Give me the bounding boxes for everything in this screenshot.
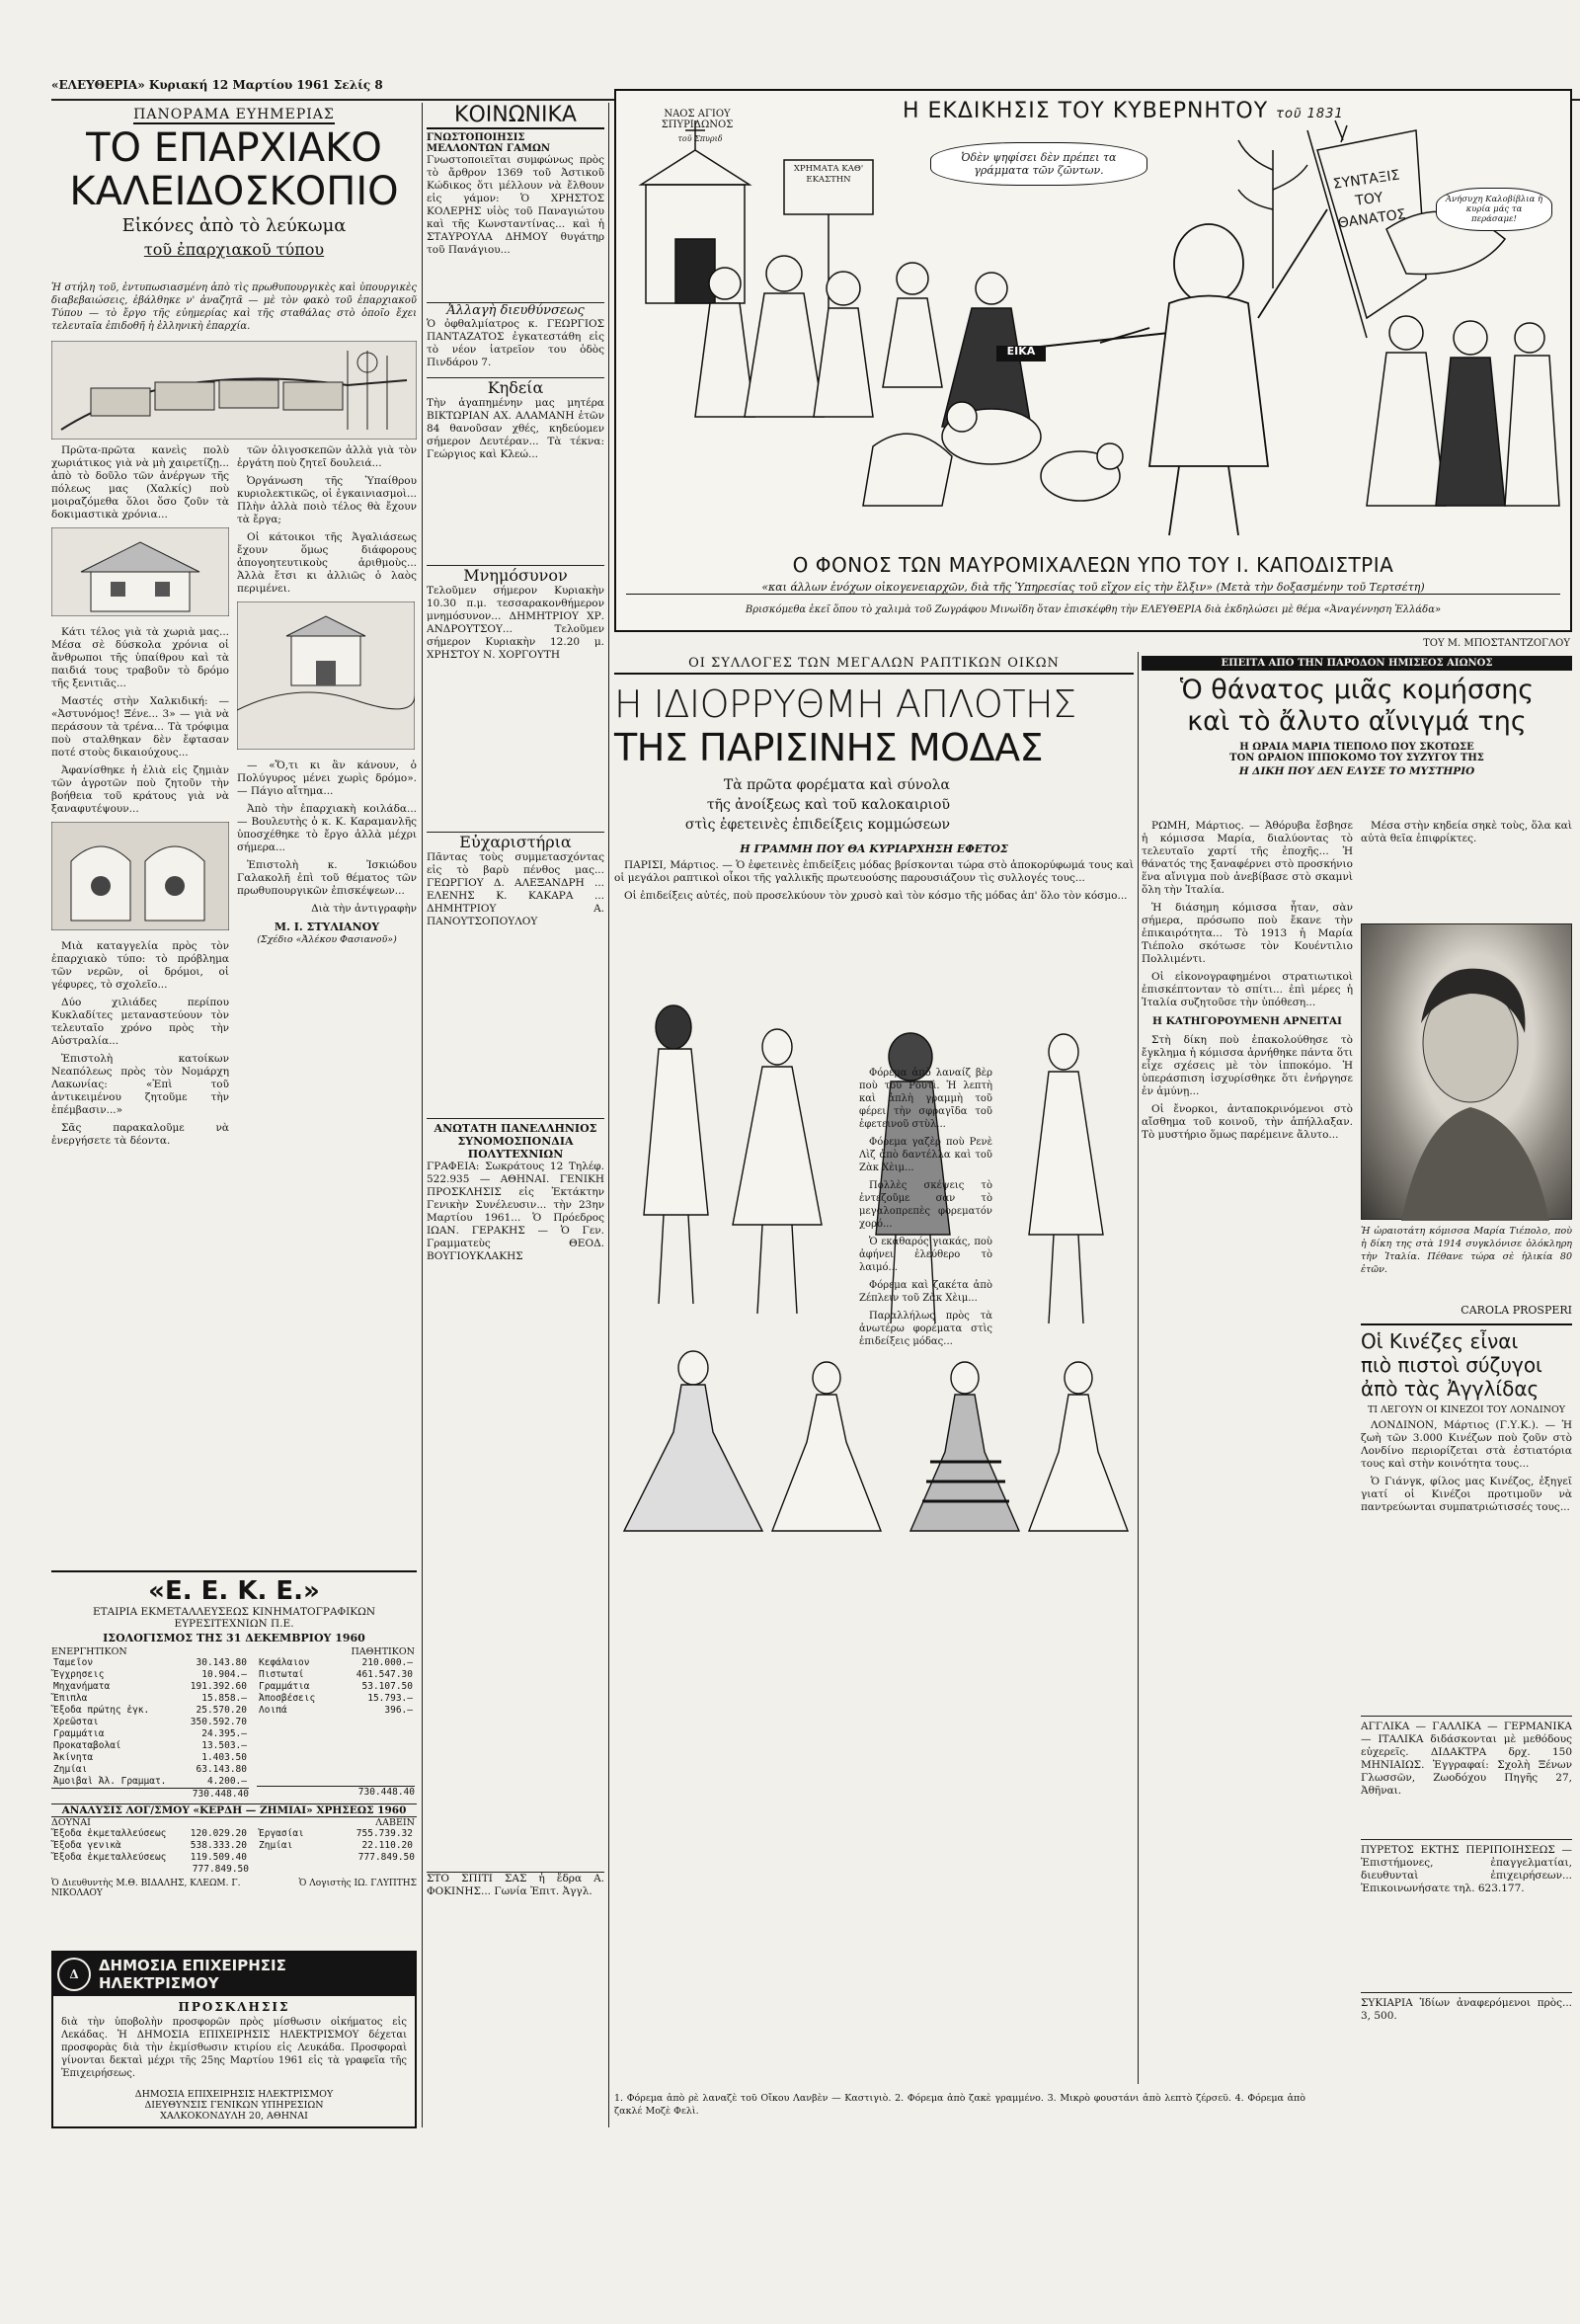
fashion-para-2: Οἱ ἐπιδείξεις αὐτές, ποὺ προσελκύουν τὸν χρυσὸ καὶ τὸν κόσμο τῆς μόδας ἀπ' ὅλο τὸν κόσμο... xyxy=(624,890,1128,902)
countess-kicker: ΕΠΕΙΤΑ ΑΠΟ ΤΗΝ ΠΑΡΟΔΟΝ ΗΜΙΣΕΟΣ ΑΙΩΝΟΣ xyxy=(1142,656,1572,671)
eeke-asset-value: 15.858.— xyxy=(201,1693,247,1704)
eeke-liability-row xyxy=(257,1669,415,1681)
countess-sub-2: ΤΟΝ ΩΡΑΙΟΝ ΙΠΠΟΚΟΜΟ ΤΟΥ ΣΥΖΥΓΟΥ ΤΗΣ xyxy=(1229,753,1484,763)
language-ad: ΑΓΓΛΙΚΑ — ΓΑΛΛΙΚΑ — ΓΕΡΜΑΝΙΚΑ — ΙΤΑΛΙΚΑ διδάσκονται μὲ μεθόδους εὐχερεῖς. ΔΙΔΑΚΤΡΑ δρχ. 150 ΜΗΝΙΑΙΩΣ. Ἐγγραφαί: Σχολὴ Ξένων Γλωσσῶν, Ζωοδόχου Πηγῆς 27, Ἀθῆναι. xyxy=(1361,1716,1572,1839)
landscape-illustration xyxy=(237,601,417,754)
eeke-assets-head: ΕΝΕΡΓΗΤΙΚΟΝ xyxy=(51,1646,127,1657)
kaleidoscope-para-15: Διὰ τὴν ἀντιγραφὴν xyxy=(311,903,417,915)
social-address-title: Ἀλλαγὴ διευθύνσεως xyxy=(427,302,604,318)
eeke-liabilities-head: ΠΑΘΗΤΙΚΟΝ xyxy=(351,1646,415,1657)
kaleidoscope-para-2: Κάτι τέλος γιὰ τὰ χωριὰ μας... Μέσα σὲ δύσκολα χρόνια οἱ ἄνθρωποι τῆς ὑπαίθρου καὶ τὰ παιδιά τους τραβοῦν τὸ δρόμο τῆς ξενιτιᾶς... xyxy=(51,626,229,689)
kaleidoscope-body-col2 xyxy=(237,444,417,1570)
eeke-liability-value: 461.547.30 xyxy=(356,1669,413,1680)
eeke-pl-credit-value: 22.110.20 xyxy=(361,1840,413,1851)
fashion-caption-1: Φόρεμα ἀπὸ λαναίζ βὲρ ποὺ τοῦ Ρουτὶ. Ἡ λεπτὴ καὶ ἀπλὴ γραμμὴ τοῦ φέρει τὴν σφραγῖδα τοῦ ἐφετεινοῦ στὺλ... xyxy=(859,1068,992,1130)
cartoon-banner-text: ΣΥΝΤΑΞΙΣ ΤΟΥ ΘΑΝΑΤΟΣ xyxy=(1332,167,1407,232)
eeke-pl-debit-label: Ἔξοδα ἐκμεταλλεύσεως xyxy=(53,1828,167,1839)
fashion-legend: 1. Φόρεμα ἀπὸ ρὲ λαναζὲ τοῦ Οἴκου Λανβὲν — Καστιγιὸ. 2. Φόρεμα ἀπὸ ζακὲ γραμμένο. 3. Μικρὸ φουστάνι ἀπὸ λεπτὸ ζέρσεϋ. 4. Φόρεμα ἀπὸ ζακλέ Μοζὲ Φελὶ. xyxy=(614,2093,1305,2117)
kaleidoscope-para-12: — «Ὅ,τι κι ἂν κάνουν, ὁ Πολύγυρος μένει χωρὶς δρόμο». — Πάγιο αἴτημα... xyxy=(237,760,417,797)
eeke-assets-total: 730.448.40 xyxy=(51,1788,249,1800)
countess-body-right xyxy=(1361,820,1572,919)
eeke-ad xyxy=(51,1570,417,1946)
countess-section-2: Η ΚΑΤΗΓΟΡΟΥΜΕΝΗ ΑΡΝΕΙΤΑΙ xyxy=(1152,1015,1342,1027)
eeke-pl-debit-table xyxy=(51,1828,249,1864)
countess-title-2: καὶ τὸ ἄλυτο αἴνιγμά της xyxy=(1187,706,1527,737)
eeke-pl-debit-value: 538.333.20 xyxy=(190,1840,247,1851)
chinese-article xyxy=(1361,1323,1572,2114)
cartoon-church-label-2: τοῦ Σπυριδ xyxy=(677,134,723,143)
dei-footer-2: ΔΙΕΥΘΥΝΣΙΣ ΓΕΝΙΚΩΝ ΥΠΗΡΕΣΙΩΝ xyxy=(144,2100,324,2111)
social-union-title: ΑΝΩΤΑΤΗ ΠΑΝΕΛΛΗΝΙΟΣ ΣΥΝΟΜΟΣΠΟΝΔΙΑ ΠΟΛΥΤΕΧΝΙΩΝ xyxy=(427,1118,604,1161)
social-weddings-title: ΓΝΩΣΤΟΠΟΙΗΣΙΣ ΜΕΛΛΟΝΤΩΝ ΓΑΜΩΝ xyxy=(427,132,550,154)
eeke-pl-credit-row xyxy=(257,1840,415,1852)
eeke-pl-credit-table xyxy=(257,1828,415,1852)
eeke-signature-left: Ὁ Διευθυντὴς Μ.Θ. ΒΙΔΑΛΗΣ, ΚΛΕΩΜ. Γ. ΝΙΚΟΛΑΟΥ xyxy=(51,1879,241,1898)
eeke-asset-label: Ταμεῖον xyxy=(53,1657,94,1668)
cartoon-box xyxy=(614,89,1572,632)
kaleidoscope-subtitle: Εἰκόνες ἀπὸ τὸ λεύκωμα xyxy=(121,215,347,236)
eeke-liability-label: Λοιπά xyxy=(259,1705,287,1716)
eeke-asset-value: 24.395.— xyxy=(201,1728,247,1739)
cartoon-title-suffix: τοῦ 1831 xyxy=(1276,107,1344,121)
eeke-asset-value: 4.200.— xyxy=(206,1776,247,1787)
fashion-caption-4: Ὁ εκαθαρός γιακάς, ποὺ ἀφήνει ἐλεύθερο τὸ λαιμό... xyxy=(859,1237,992,1273)
fashion-caption-2: Φόρεμα γαζὲρ ποὺ Ρενὲ Λὶζ ἀπὸ δαντέλλα καὶ τοῦ Ζὰκ Χὲιμ... xyxy=(859,1137,992,1173)
house-illustration xyxy=(51,527,229,620)
eeke-pl-debit-label: Ἔξοδα γενικὰ xyxy=(53,1840,121,1851)
cartoon-church-label: ΝΑΟΣ ΑΓΙΟΥ ΣΠΥΡΙΔΩΝΟΣ xyxy=(661,109,734,130)
cartoon-title-main: Η ΕΚΔΙΚΗΣΙΣ ΤΟΥ ΚΥΒΕΡΝΗΤΟΥ xyxy=(903,99,1269,123)
eeke-liability-label: Κεφάλαιον xyxy=(259,1657,310,1668)
fashion-intro xyxy=(614,859,1134,942)
cartoon-caption-sub: «και άλλων ἐνόχων οἰκογενειαρχῶν, διὰ τῆς Ὑπηρεσίας τοῦ εἴχον εἰς τὴν ἔλξιν» (Μετὰ τὴν δοξασμένην τοῦ Τερτσέτη) xyxy=(626,581,1560,595)
eeke-pl-credit-total: 777.849.50 xyxy=(357,1852,415,1863)
social-column xyxy=(427,103,604,2127)
eeke-asset-row xyxy=(51,1728,249,1740)
countess-byline: CAROLA PROSPERI xyxy=(1461,1304,1572,1317)
countess-photo xyxy=(1361,923,1572,1220)
column-rule-1 xyxy=(422,103,423,2127)
kaleidoscope-para-1: Πρῶτα-πρῶτα κανεὶς πολὺ χωριάτικος γιὰ νὰ μὴ χαιρετίζῃ... ἀπὸ τὸ δοῦλο τῶν ἀνέργων τῆς πόλεως μας (Χαλκίς) ποὺ μοιραζόμεθα ὅλοι ὅσο ζοῦν τὰ δοκιμαστικὰ χρόνια... xyxy=(51,444,229,521)
countess-body-left xyxy=(1142,820,1353,1857)
dei-footer-1: ΔΗΜΟΣΙΑ ΕΠΙΧΕΙΡΗΣΙΣ ΗΛΕΚΤΡΙΣΜΟΥ xyxy=(134,2089,334,2100)
countess-para-5: Οἱ ἔνορκοι, ἀνταποκρινόμενοι στὸ αἴσθημα τοῦ κοινοῦ, τὴν ἀπήλλαξαν. Τὸ μυστήριο ὅμως παρέμεινε ἄλυτο... xyxy=(1142,1103,1353,1141)
dei-ad xyxy=(51,1951,417,2128)
eeke-pl-credit-row xyxy=(257,1828,415,1840)
eeke-asset-label: Ἀκίνητα xyxy=(53,1752,94,1763)
social-union-body: ΓΡΑΦΕΙΑ: Σωκράτους 12 Τηλέφ. 522.935 — ΑΘΗΝΑΙ. ΓΕΝΙΚΗ ΠΡΟΣΚΛΗΣΙΣ εἰς Ἐκτάκτην Γενικὴν Συνέλευσιν... τὴν 23ην Μαρτίου 1961... Ὁ Πρόεδρος ΙΩΑΝ. ΓΕΡΑΚΗΣ — Ὁ Γεν. Γραμματεὺς ΘΕΟΔ. ΒΟΥΓΙΟΥΚΛΑΚΗΣ xyxy=(427,1161,604,1262)
kaleidoscope-para-8: Σᾶς παρακαλοῦμε νὰ ἐνεργήσετε τὰ δέοντα. xyxy=(51,1122,229,1147)
eeke-pl-debit-row xyxy=(51,1840,249,1852)
cartoon-title xyxy=(903,99,1396,123)
eeke-pl-debit-value: 119.509.40 xyxy=(190,1852,247,1863)
eeke-title: «Ε. Ε. Κ. Ε.» xyxy=(148,1576,320,1606)
eeke-asset-row xyxy=(51,1705,249,1717)
fashion-caption-5: Φόρεμα καὶ ζακέτα ἀπὸ Ζέπλειν τοῦ Ζὰκ Χὲιμ... xyxy=(859,1280,992,1304)
eeke-liabilities-total: 730.448.40 xyxy=(257,1786,415,1798)
eeke-liability-value: 210.000.— xyxy=(361,1657,413,1668)
fashion-section-title: Η ΓΡΑΜΜΗ ΠΟΥ ΘΑ ΚΥΡΙΑΡΧΗΣΗ ΕΦΕΤΟΣ xyxy=(740,842,1008,855)
eeke-asset-label: Προκαταβολαί xyxy=(53,1740,121,1751)
eeke-asset-row xyxy=(51,1764,249,1776)
classified-ad: ΣΥΚΙΑΡΙΑ Ἰδίων ἀναφερόμενοι πρὸς... 3, 500. xyxy=(1361,1992,1572,2056)
dei-subtitle: ΠΡΟΣΚΛΗΣΙΣ xyxy=(178,2000,290,2014)
kaleidoscope-para-10: Ὀργάνωση τῆς Ὑπαίθρου κυριολεκτικῶς, οἱ ἐγκαινιασμοὶ... Πλὴν ἀλλὰ ποιὸ τέλος θὰ ἔχουν τὰ ἔργα; xyxy=(237,475,417,525)
eeke-pl-credit-label: Ἐργασίαι xyxy=(259,1828,304,1839)
cartoon-speech-1: Ὀδὲν ψηφίσει δὲν πρέπει τα γράμματα τῶν ζῶντων. xyxy=(930,142,1147,186)
column-rule-3 xyxy=(1138,652,1139,2084)
fashion-caption-6: Παραλλήλως πρὸς τὰ ἀνωτέρω φορέματα στὶς ἐπιδείξεις μόδας... xyxy=(859,1311,992,1347)
eeke-liability-row xyxy=(257,1657,415,1669)
eeke-liability-row xyxy=(257,1693,415,1705)
countess-para-3: Οἱ εἰκονογραφημένοι στρατιωτικοὶ ἐπισκέπτονταν τὸ σπίτι... ἐπὶ μέρες ἡ Ἰταλία συζητοῦσε τὴν ὑπόθεση... xyxy=(1142,971,1353,1008)
dei-footer-3: ΧΑΛΚΟΚΟΝΔΥΛΗ 20, ΑΘΗΝΑΙ xyxy=(160,2111,308,2122)
chinese-title-2: πιὸ πιστοὶ σύζυγοι xyxy=(1361,1353,1542,1377)
eeke-pl-debit-total: 777.849.50 xyxy=(192,1864,249,1875)
fashion-deck-2: τῆς ἀνοίξεως καὶ τοῦ καλοκαιριοῦ xyxy=(706,797,950,813)
kaleidoscope-para-11: Οἱ κάτοικοι τῆς Ἀγαλιάσεως ἔχουν ὅμως διάφορους ἀπογοητευτικοὺς ἀριθμοὺς... Ἀλλὰ ἔτσι κι ἀλλιῶς ὁ λαὸς περιμένει. xyxy=(237,531,417,595)
eeke-asset-label: Ἔξοδα πρώτης ἐγκ. xyxy=(53,1705,150,1716)
kaleidoscope-title-2: ΚΑΛΕΙΔΟΣΚΟΠΙΟ xyxy=(69,169,399,214)
eeke-company: ΕΤΑΙΡΙΑ ΕΚΜΕΤΑΛΛΕΥΣΕΩΣ ΚΙΝΗΜΑΤΟΓΡΑΦΙΚΩΝ ΕΥΡΕΣΙΤΕΧΝΙΩΝ Π.Ε. xyxy=(92,1606,376,1630)
services-ad: ΠΥΡΕΤΟΣ ΕΚΤΗΣ ΠΕΡΙΠΟΙΗΣΕΩΣ — Ἐπιστήμονες, ἐπαγγελματίαι, διευθυνταὶ ἐπιχειρήσεων... Ἐπικοινωνήσατε τηλ. 623.177. xyxy=(1361,1839,1572,1992)
column-rule-2 xyxy=(608,103,609,2127)
eeke-asset-row xyxy=(51,1752,249,1764)
masthead xyxy=(51,78,466,98)
social-thanks-body: Πᾶντας τοὺς συμμετασχόντας εἰς τὸ βαρὺ πένθος μας... ΓΕΩΡΓΙΟΥ Δ. ΑΛΕΞΑΝΔΡΗ ... ΕΛΕΝΗΣ Κ. ΚΑΚΑΡΑ ... ΔΗΜΗΤΡΙΟΥ Α. ΠΑΝΟΥΤΣΟΠΟΥΛΟΥ xyxy=(427,851,604,927)
social-thanks-title: Εὐχαριστήρια xyxy=(427,832,604,851)
fashion-kicker: ΟΙ ΣΥΛΛΟΓΕΣ ΤΩΝ ΜΕΓΑΛΩΝ ΡΑΠΤΙΚΩΝ ΟΙΚΩΝ xyxy=(614,656,1134,675)
chinese-sub: ΤΙ ΛΕΓΟΥΝ ΟΙ ΚΙΝΕΖΟΙ ΤΟΥ ΛΟΝΔΙΝΟΥ xyxy=(1367,1404,1566,1415)
kaleidoscope-para-6: Δύο χιλιάδες περίπου Κυκλαδίτες μεταναστεύουν τὸν τελευταῖο χρόνο πρὸς τὴν Αὐστραλία... xyxy=(51,997,229,1047)
eeke-liabilities-table xyxy=(257,1657,415,1717)
eeke-pl-title: ΑΝΑΛΥΣΙΣ ΛΟΓ/ΣΜΟΥ «ΚΕΡΔΗ — ΖΗΜΙΑΙ» ΧΡΗΣΕΩΣ 1960 xyxy=(51,1803,417,1817)
kaleidoscope-para-13: Ἀπὸ τὴν ἐπαρχιακὴ κοιλάδα... — Βουλευτὴς ὁ κ. Κ. Καραμανλῆς ὑποσχέθηκε τὸ ἔργο ἀλλὰ μέχρι σήμερα... xyxy=(237,803,417,853)
cartoon-sign-label: ΧΡΗΜΑΤΑ ΚΑΘ' ΕΚΑΣΤΗΝ xyxy=(793,164,864,185)
eeke-pl-credit-value: 755.739.32 xyxy=(356,1828,413,1839)
eeke-asset-label: Ἀμοιβαὶ Ἀλ. Γραμματ. xyxy=(53,1776,167,1787)
dei-title: ΔΗΜΟΣΙΑ ΕΠΙΧΕΙΡΗΣΙΣ ΗΛΕΚΤΡΙΣΜΟΥ xyxy=(98,1957,286,1992)
countess-para-2: Ἡ διάσημη κόμισσα ἦταν, σὰν σήμερα, πρόσωπο ποὺ ἔκανε τὴν ἐπικαιρότητα... Τὸ 1913 ἡ Μαρία Τιέπολο σκότωσε τὸν Κουέντιλιο Πολλιμέντι. xyxy=(1142,902,1353,965)
eeke-asset-value: 30.143.80 xyxy=(196,1657,247,1668)
cartoon-caption-note: Βρισκόμεθα ἐκεῖ ὅπου τὸ χαλιμὰ τοῦ Ζωγράφου Μινωϊδη ὅταν ἐπισκέφθη τὴν ΕΛΕΥΘΕΡΙΑ διὰ ἐκδηλώσει μὲ θέμα «Ἀναγέννηση Ἑλλάδα» xyxy=(745,604,1442,615)
eeke-asset-value: 1.403.50 xyxy=(201,1752,247,1763)
eeke-asset-row xyxy=(51,1681,249,1693)
kaleidoscope-kicker: ΠΑΝΟΡΑΜΑ ΕΥΗΜΕΡΙΑΣ xyxy=(133,107,335,122)
train-illustration xyxy=(51,341,417,440)
chapel-illustration xyxy=(51,822,229,934)
eeke-liability-value: 53.107.50 xyxy=(361,1681,413,1692)
eeke-asset-label: Ἔγχρησεις xyxy=(53,1669,105,1680)
eeke-asset-row xyxy=(51,1776,249,1788)
eeke-asset-row xyxy=(51,1717,249,1728)
dei-logo-icon: Δ xyxy=(57,1958,91,1991)
kaleidoscope-header xyxy=(51,104,417,277)
fashion-captions xyxy=(859,1067,992,1521)
countess-title-1: Ὁ θάνατος μιᾶς κομήσσης xyxy=(1179,675,1535,705)
eeke-balance-title: ΙΣΟΛΟΓΙΣΜΟΣ ΤΗΣ 31 ΔΕΚΕΜΒΡΙΟΥ 1960 xyxy=(103,1632,365,1644)
social-funeral-title: Κηδεία xyxy=(427,377,604,397)
fashion-deck-3: στὶς ἐφετεινὲς ἐπιδείξεις κομμώσεων xyxy=(684,817,950,833)
eeke-asset-value: 10.904.— xyxy=(201,1669,247,1680)
eeke-pl-debit-head: ΔΟΥΝΑΙ xyxy=(51,1817,91,1828)
eeke-signature-right: Ὁ Λογιστὴς ΙΩ. ΓΛΥΠΤΗΣ xyxy=(298,1879,417,1888)
kaleidoscope-para-5: Μιὰ καταγγελία πρὸς τὸν ἐπαρχιακὸ τύπο: τὸ πρόβλημα τῶν νερῶν, οἱ δρόμοι, οἱ γέφυρες, τὸ σχολεῖο... xyxy=(51,940,229,991)
social-footer-body: ΣΤΟ ΣΠΙΤΙ ΣΑΣ ἡ ἔδρα Α. ΦΟΚΙΝΗΣ... Γωνία Ἐπιτ. Ἀγγλ. xyxy=(427,1872,604,1952)
countess-sub-1: Η ΩΡΑΙΑ ΜΑΡΙΑ ΤΙΕΠΟΛΟ ΠΟΥ ΣΚΟΤΩΣΕ xyxy=(1239,742,1474,753)
social-weddings-body: Γνωστοποιεῖται συμφώνως πρὸς τὸ ἄρθρον 1369 τοῦ Ἀστικοῦ Κώδικος ὅτι μέλλουν νὰ ἔλθουν εἰς γάμον: Ὁ ΧΡΗΣΤΟΣ ΚΟΛΕΡΗΣ υἱὸς τοῦ Παναγιώτου καὶ τῆς Κωνσταντίνας... καὶ ἡ ΣΤΑΥΡΟΥΛΑ ΔΗΜΟΥ θυγάτηρ τοῦ Πανάγιου... xyxy=(427,154,604,256)
kaleidoscope-signature: Μ. Ι. ΣΤΥΛΙΑΝΟΥ xyxy=(274,921,380,933)
social-memorial-body: Τελοῦμεν σήμερον Κυριακὴν 10.30 π.μ. τεσσαρακονθήμερον μνημόσυνον... ΔΗΜΗΤΡΙΟΥ ΧΡ. ΑΝΔΡΟΥΤΣΟΥ... Τελοῦμεν σήμερον Κυριακὴν 12.20 μ. ΧΡΗΣΤΟΥ Ν. ΧΟΡΓΟΥΤΗ xyxy=(427,585,604,661)
social-title: ΚΟΙΝΩΝΙΚΑ xyxy=(427,103,604,129)
social-address-body: Ὁ ὀφθαλμίατρος κ. ΓΕΩΡΓΙΟΣ ΠΑΝΤΑΖΑΤΟΣ ἐγκατεστάθη εἰς τὸ νέον ἰατρεῖον του ὁδὸς Πινδάρου 7. xyxy=(427,318,604,368)
eeke-liability-row xyxy=(257,1705,415,1717)
eeke-liability-value: 15.793.— xyxy=(367,1693,413,1704)
eeke-pl-debit-value: 120.029.20 xyxy=(190,1828,247,1839)
eeke-asset-row xyxy=(51,1657,249,1669)
eeke-asset-value: 350.592.70 xyxy=(190,1717,247,1727)
countess-para-4: Στὴ δίκη ποὺ ἐπακολούθησε τὸ ἔγκλημα ἡ κόμισσα ἀρνήθηκε πάντα ὅτι εἶχε σχέσεις μὲ τὸν ἱπποκόμο. Ἡ ὑπεράσπιση ἰσχυρίσθηκε ὅτι ἐνήργησε ἐν ἀμύνῃ... xyxy=(1142,1034,1353,1097)
fashion-para-1: ΠΑΡΙΣΙ, Μάρτιος. — Ὁ ἐφετεινὲς ἐπιδείξεις μόδας βρίσκονται τώρα στὸ ἀποκορύφωμά τους καὶ οἱ μεγάλοι ραπτικοὶ οἶκοι τῆς γαλλικῆς πρωτευούσης παρουσιάζουν τὶς συλλογές τους... xyxy=(614,859,1134,884)
chinese-title-3: ἀπὸ τὰς Ἀγγλίδας xyxy=(1361,1377,1540,1401)
eeke-asset-label: Γραμμάτια xyxy=(53,1728,105,1739)
countess-para-1: ΡΩΜΗ, Μάρτιος. — Ἀθόρυβα ἔσβησε ἡ κόμισσα Μαρία, διαλύοντας τὸ τελευταῖο χαρτί τῆς ἐποχῆς... Ἡ θάνατός της ξαναφέρνει στὸ προσκήνιο ἕνα αἴνιγμα ποὺ ἀνεβίβασε στὸ σκαμνὶ ὅλη τὴν Ἰταλία. xyxy=(1142,820,1353,896)
fashion-caption-3: Πολλὲς σκέψεις τὸ ἐντεζοῦμε σὰν τὸ μεγαλοπρεπὲς φορεματόν χορό... xyxy=(859,1180,992,1230)
eeke-pl-debit-label: Ἔξοδα ἐκμεταλλεύσεως xyxy=(53,1852,167,1863)
eeke-asset-label: Χρεῶσται xyxy=(53,1717,99,1727)
kaleidoscope-intro: Ἡ στήλη τοῦ, ἐντυπωσιασμένη ἀπὸ τὶς πρωθυπουργικὲς καὶ ὑπουργικὲς διαβεβαιώσεις, ἐβάλθηκε ν' ἀναζητᾶ — μὲ τὸν φακὸ τοῦ ἐπαρχιακοῦ Τύπου — τὸ ἔργο τῆς εὐημερίας καὶ τῆς σταθάλας στὸ ὁποῖο ἔχει τελευταῖα ἐπιδοθῆ ἡ ἑλληνικὴ ἐπαρχία. xyxy=(51,282,417,332)
eeke-pl-debit-row xyxy=(51,1828,249,1840)
chinese-para-1: ΛΟΝΔΙΝΟΝ, Μάρτιος (Γ.Υ.Κ.). — Ἡ ζωὴ τῶν 3.000 Κινέζων ποὺ ζοῦν στὸ Λονδίνο περιορίζεται στὰ ἐστιατόρια τους καὶ στὴν κοινότητα τους... xyxy=(1361,1419,1572,1470)
social-funeral-body: Τὴν ἀγαπημένην μας μητέρα ΒΙΚΤΩΡΙΑΝ ΑΧ. ΑΛΑΜΑΝΗ ἐτῶν 84 θανοῦσαν χθές, κηδεύομεν σήμερον Δευτέραν... Τὰ τέκνα: Γεώργιος καὶ Κλεώ... xyxy=(427,397,604,460)
kaleidoscope-title-1: ΤΟ ΕΠΑΡΧΙΑΚΟ xyxy=(86,125,382,171)
eeke-asset-label: Ἔπιπλα xyxy=(53,1693,88,1704)
eeke-asset-row xyxy=(51,1669,249,1681)
eeke-asset-value: 25.570.20 xyxy=(196,1705,247,1716)
social-memorial-title: Μνημόσυνον xyxy=(427,565,604,585)
cartoon-sword-label: ΕΙΚΑ xyxy=(1006,345,1036,358)
kaleidoscope-para-9: τῶν ὀλιγοσκεπῶν ἀλλὰ γιὰ τὸν ἐργάτη ποὺ ζητεῖ δουλειά... xyxy=(237,444,417,469)
eeke-assets-table xyxy=(51,1657,249,1788)
eeke-liability-value: 396.— xyxy=(384,1705,413,1716)
eeke-pl-debit-row xyxy=(51,1852,249,1864)
eeke-liability-label: Πιστωταί xyxy=(259,1669,304,1680)
chinese-para-2: Ὁ Γιάνγκ, φίλος μας Κινέζος, ἐξηγεῖ γιατί οἱ Κινέζοι προτιμοῦν νὰ παντρεύωνται συμπατριώτισσές τους... xyxy=(1361,1476,1572,1513)
eeke-asset-label: Μηχανήματα xyxy=(53,1681,111,1692)
cartoon-credit: ΤΟΥ Μ. ΜΠΟΣΤΑΝΤΖΟΓΛΟΥ xyxy=(1423,638,1570,649)
countess-photo-caption: Ἡ ὡραιοτάτη κόμισσα Μαρία Τιέπολο, ποὺ ἡ δίκη της στὰ 1914 συγκλόνισε ὁλόκληρη τὴν Ἰταλία. Πέθανε τώρα σὲ ἡλικία 80 ἐτῶν. xyxy=(1361,1226,1572,1275)
eeke-pl-credit-head: ΛΑΒΕΙΝ xyxy=(375,1817,415,1828)
countess-para-6: Μέσα στὴν κηδεία σηκὲ τοὺς, ὅλα καὶ αὐτὰ θεῖα ἐπιφρίκτες. xyxy=(1361,820,1572,844)
eeke-asset-row xyxy=(51,1740,249,1752)
chinese-title-1: Οἱ Κινέζες εἶναι xyxy=(1361,1329,1519,1353)
eeke-asset-row xyxy=(51,1693,249,1705)
fashion-title-2: ΤΗΣ ΠΑΡΙΣΙΝΗΣ ΜΟΔΑΣ xyxy=(614,726,1044,769)
cartoon-speech-2: Ἀνήσυχη Καλοβίβλια ἡ κυρία μάς τα περάσαμε! xyxy=(1436,188,1552,231)
kaleidoscope-para-14: Ἐπιστολὴ κ. Ἰσκιώδου Γαλακολῆ ἐπὶ τοῦ θέματος τῶν πρωθυπουργικῶν ἐπισκέψεων... xyxy=(237,859,417,897)
eeke-asset-label: Ζημίαι xyxy=(53,1764,88,1775)
kaleidoscope-para-3: Μαστές στὴν Χαλκιδική: — «Ἀστυνόμος! Ξένε... 3» — γιὰ νὰ περάσουν τὰ τρένα... Τὰ τρόφιμα ποὺ σταλθηκαν δὲν ἔφτασαν ποτέ στοὺς δικαιούχους... xyxy=(51,695,229,759)
masthead-date: «ΕΛΕΥΘΕΡΙΑ» Κυριακή 12 Μαρτίου 1961 Σελίς 8 xyxy=(51,78,383,92)
eeke-asset-value: 13.503.— xyxy=(201,1740,247,1751)
eeke-asset-value: 191.392.60 xyxy=(190,1681,247,1692)
eeke-liability-row xyxy=(257,1681,415,1693)
eeke-liability-label: Ἀποσβέσεις xyxy=(259,1693,316,1704)
fashion-title-1: Η ΙΔΙΟΡΡΥΘΜΗ ΑΠΛΟΤΗΣ xyxy=(614,682,1076,726)
kaleidoscope-signature-note: (Σχέδιο «Ἀλέκου Φασιανοῦ») xyxy=(257,934,397,945)
cartoon-caption-title: Ο ΦΟΝΟΣ ΤΩΝ ΜΑΥΡΟΜΙΧΑΛΕΩΝ ΥΠΟ ΤΟΥ Ι. ΚΑΠΟΔΙΣΤΡΙΑ xyxy=(792,553,1394,577)
dei-body: διὰ τὴν ὑποβολὴν προσφορῶν πρὸς μίσθωσιν οἰκήματος εἰς Λεκάδας. Ἡ ΔΗΜΟΣΙΑ ΕΠΙΧΕΙΡΗΣΙΣ ΗΛΕΚΤΡΙΣΜΟΥ δέχεται προσφορὰς διὰ τὴν ἐκμίσθωσιν κτιρίου εἰς Λευκάδα. Προσφοραὶ γίνονται δεκταὶ μέχρι τῆς 25ης Μαρτίου 1961 εἰς τὰ γραφεῖα τῆς Ἐπιχειρήσεως. xyxy=(61,2017,407,2079)
fashion-deck-1: Τὰ πρῶτα φορέματα καὶ σύνολα xyxy=(723,777,950,793)
kaleidoscope-subtitle-2: τοῦ ἐπαρχιακοῦ τύπου xyxy=(143,240,325,259)
eeke-asset-value: 63.143.80 xyxy=(196,1764,247,1775)
kaleidoscope-para-7: Ἐπιστολὴ κατοίκων Νεαπόλεως πρὸς τὸν Νομάρχη Λακωνίας: «Ἐπὶ τοῦ ἀντικειμένου ζητοῦμε τὴν ἐπέμβασιν...» xyxy=(51,1053,229,1116)
eeke-liability-label: Γραμμάτια xyxy=(259,1681,310,1692)
kaleidoscope-para-4: Ἀφανίσθηκε ἡ ἐλιὰ εἰς ζημιὰν τῶν ἀγροτῶν ποὺ ζητοῦν τὴν βοήθεια τοῦ κράτους γιὰ νὰ ξαναφυτέψουν... xyxy=(51,764,229,815)
countess-sub-3: Η ΔΙΚΗ ΠΟΥ ΔΕΝ ΕΛΥΣΕ ΤΟ ΜΥΣΤΗΡΙΟ xyxy=(1238,765,1475,777)
eeke-pl-credit-label: Ζημίαι xyxy=(259,1840,293,1851)
